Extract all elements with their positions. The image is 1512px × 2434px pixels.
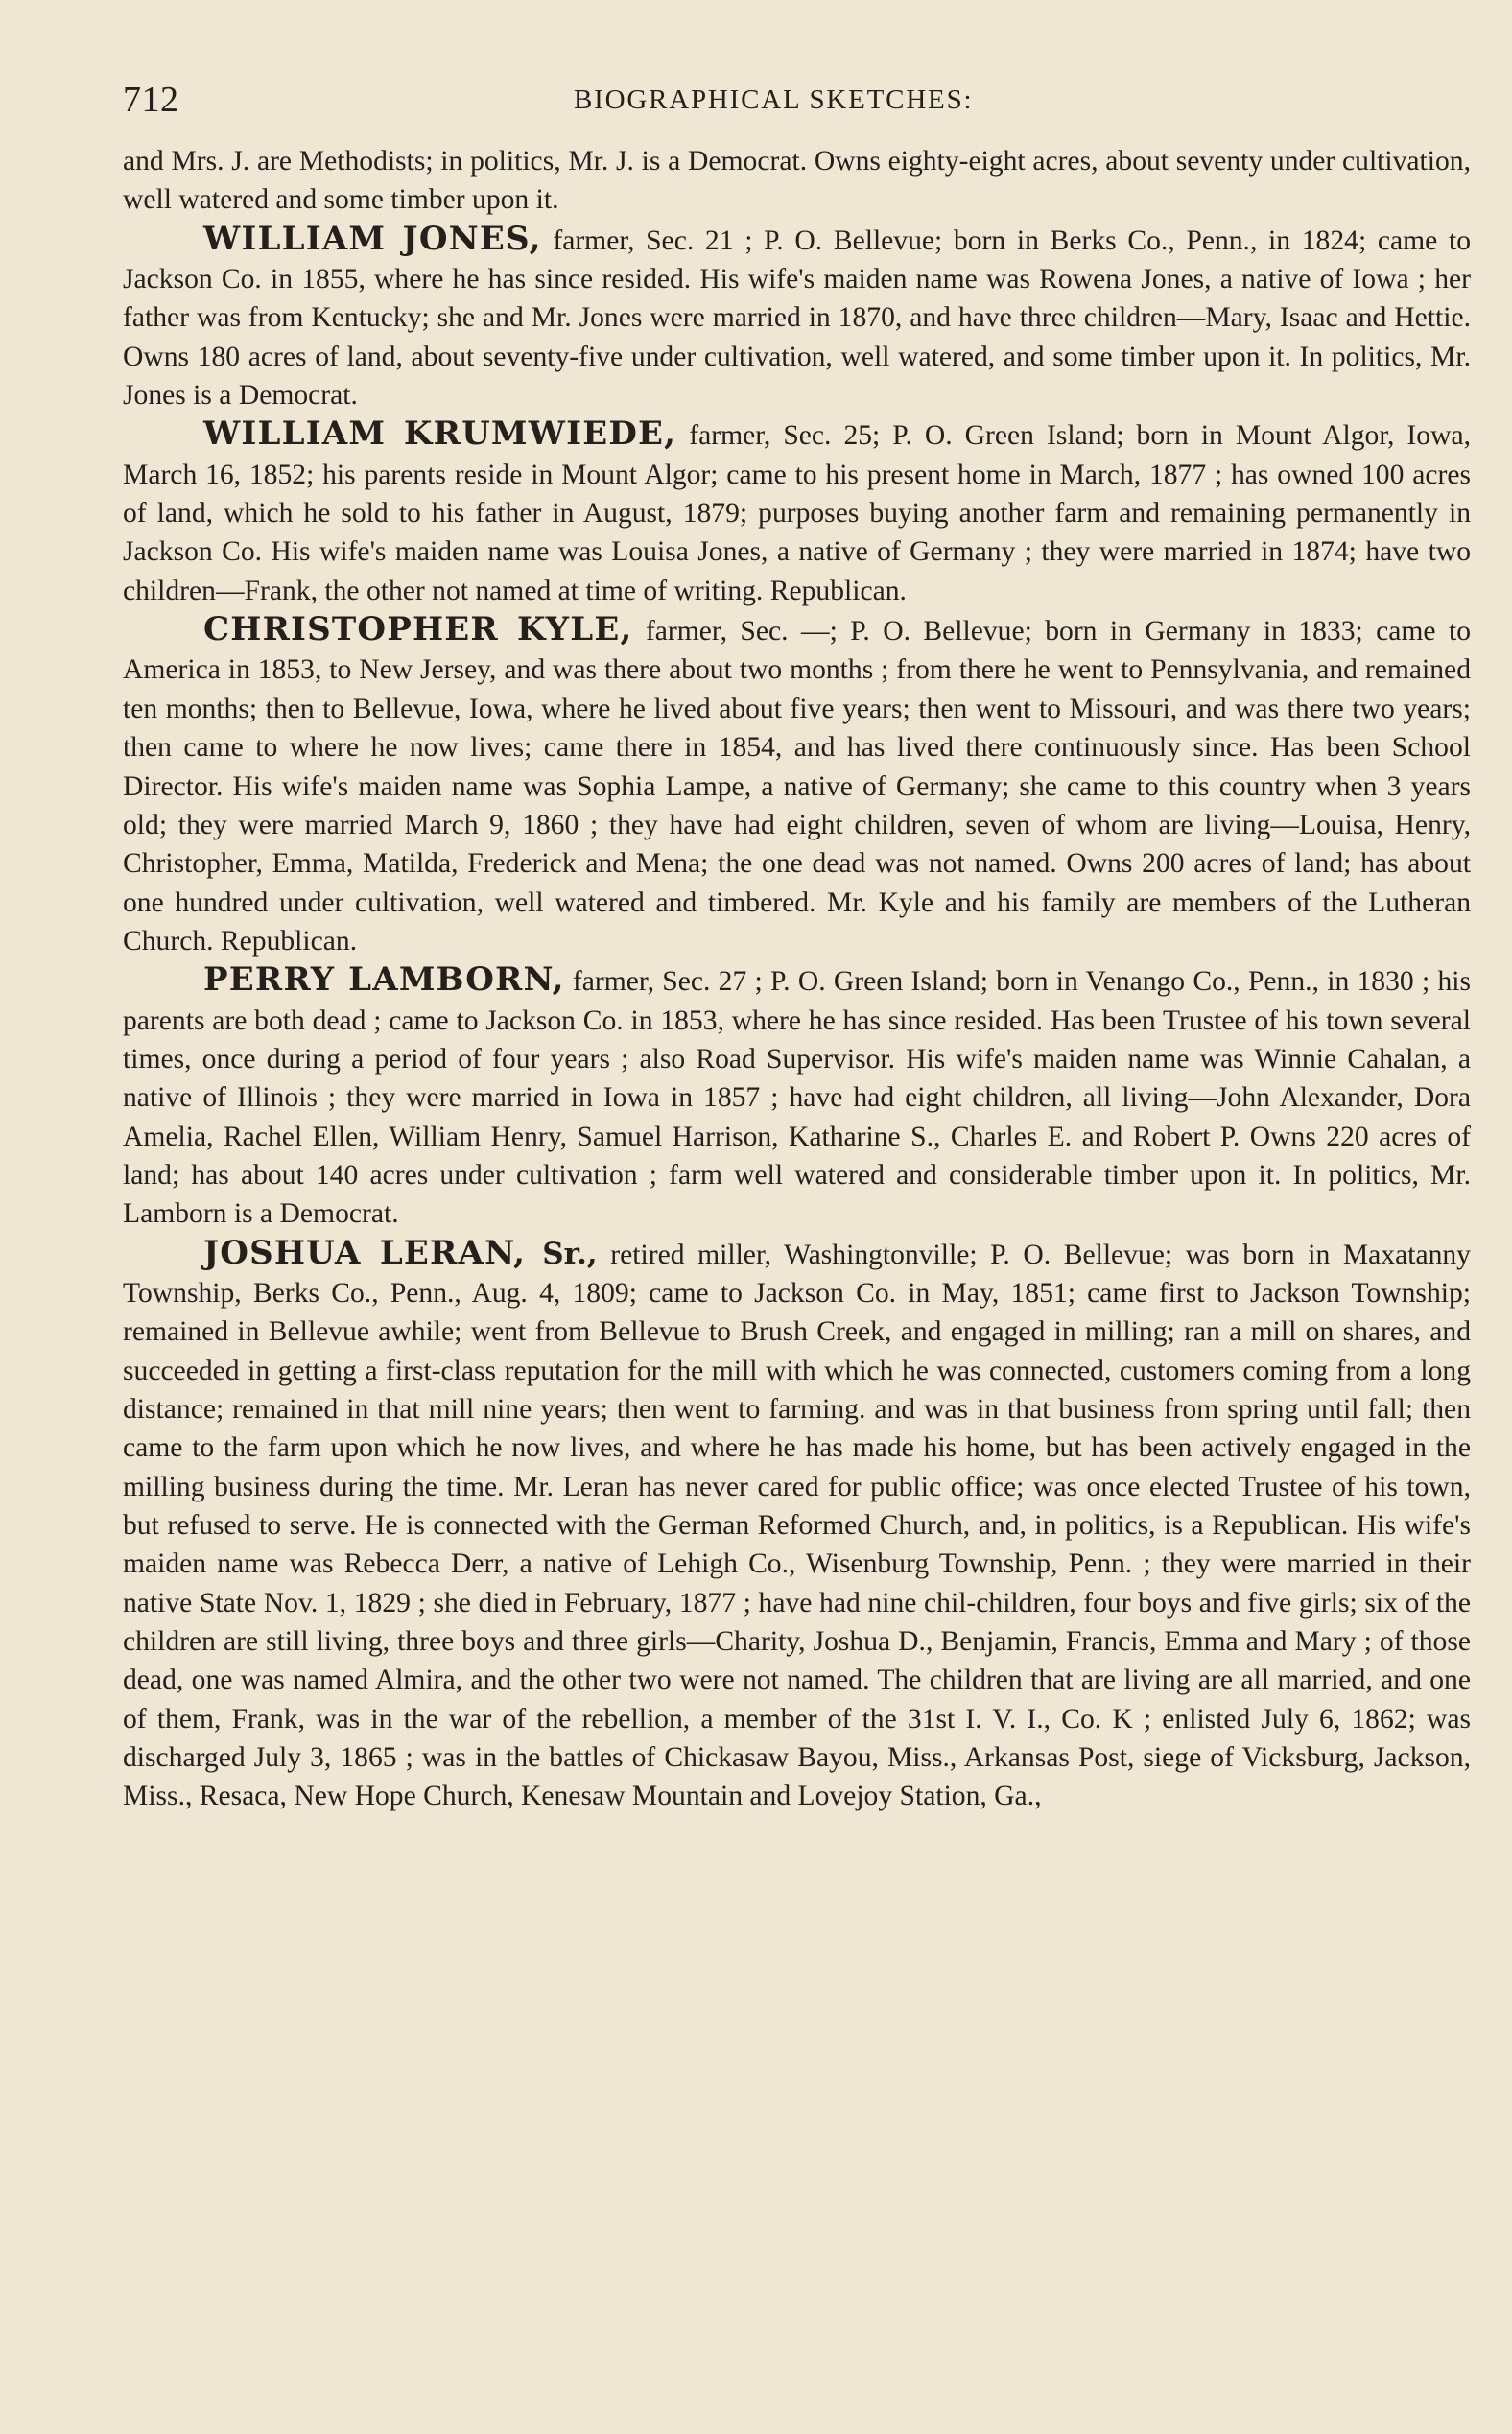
page-header [123,77,1471,130]
biography-entry-william-krumwiede [123,414,1471,610]
entry-text: farmer, Sec. 27 ; P. O. Green Island; born in Venango Co., Penn., in 1830 ; his parents are both dead ; came to Jackson Co. in 1853, where he has since resided. Has been Trustee of his town several times, once during a period of four years ; also Road Supervisor. His wife's maiden name was Winnie Cahalan, a native of Illinois ; they were married in Iowa in 1857 ; have had eight children, all living—John Alexander, Dora Amelia, Rachel Ellen, William Henry, Samuel Harrison, Katharine S., Charles E. and Robert P. Owns 220 acres of land; has about 140 acres under cultivation ; farm well watered and considerable timber upon it. In politics, Mr. Lamborn is a Democrat. [123,966,1471,1230]
entry-text: farmer, Sec. 25; P. O. Green Island; born in Mount Algor, Iowa, March 16, 1852; his parents reside in Mount Algor; came to his present home in March, 1877 ; has owned 100 acres of land, which he sold to his father in August, 1879; purposes buying another farm and remaining permanently in Jackson Co. His wife's maiden name was Louisa Jones, a native of Germany ; they were married in 1874; have two children—Frank, the other not named at time of writing. Republican. [123,420,1471,606]
entry-name: CHRISTOPHER KYLE, [203,610,633,650]
biography-entry-perry-lamborn [123,960,1471,1233]
entry-name: WILLIAM JONES, [203,219,542,258]
entry-text: farmer, Sec. —; P. O. Bellevue; born in Germany in 1833; came to America in 1853, to New Jersey, and was there about two months ; from there he went to Pennsylvania, and remained ten months; then to Bellevue, Iowa, where he lived about five years; then went to Missouri, and was there two years; then came to where he now lives; came there in 1854, and has lived there continuously since. Has been School Director. His wife's maiden name was Sophia Lampe, a native of Germany; she came to this country when 3 years old; they were married March 9, 1860 ; they have had eight children, seven of whom are living—Louisa, Henry, Christopher, Emma, Matilda, Frederick and Mena; the one dead was not named. Owns 200 acres of land; has about one hundred under cultivation, well watered and timbered. Mr. Kyle and his family are members of the Lutheran Church. Republican. [123,616,1472,957]
text-body [123,142,1471,1816]
entry-text: retired miller, Washingtonville; P. O. Bellevue; was born in Maxatanny Township, Berks Co., Penn., Aug. 4, 1809; came to Jackson Co. in May, 1851; came first to Jackson Township; remained in Bellevue awhile; went from Bellevue to Brush Creek, and engaged in milling; ran a mill on shares, and succeeded in getting a first-class reputation for the mill with which he was connected, customers coming from a long distance; remained in that mill nine years; then went to farming. and was in that business from spring until fall; then came to the farm upon which he now lives, and where he has made his home, but has been actively engaged in the milling business during the time. Mr. Leran has never cared for public office; was once elected Trustee of his town, but refused to serve. He is connected with the German Reformed Church, and, in politics, is a Republican. His wife's maiden name was Rebecca Derr, a native of Lehigh Co., Wisenburg Township, Penn. ; they were married in their native State Nov. 1, 1829 ; she died in February, 1877 ; have had nine chil-children, four boys and five girls; six of the children are still living, three boys and three girls—Charity, Joshua D., Benjamin, Francis, Emma and Mary ; of those dead, one was named Almira, and the other two were not named. The children that are living are all married, and one of them, Frank, was in the war of the rebellion, a member of the 31st I. V. I., Co. K ; enlisted July 6, 1862; was discharged July 3, 1865 ; was in the battles of Chickasaw Bayou, Miss., Arkansas Post, siege of Vicksburg, Jackson, Miss., Resaca, New Hope Church, Kenesaw Mountain and Lovejoy Station, Ga., [123,1239,1471,1812]
entry-name: PERRY LAMBORN, [203,960,565,1000]
biography-entry-william-jones [123,220,1471,415]
entry-name-suffix: Sr., [526,1236,598,1271]
page-number: 712 [123,80,179,120]
running-head: BIOGRAPHICAL SKETCHES: [574,84,974,115]
biography-entry-joshua-leran [123,1234,1471,1816]
entry-name: JOSHUA LERAN, [203,1233,527,1272]
continued-paragraph [123,142,1471,220]
entry-name: WILLIAM KRUMWIEDE, [203,414,677,454]
biography-entry-christopher-kyle [123,610,1471,960]
entry-text: and Mrs. J. are Methodists; in politics, Mr. J. is a Democrat. Owns eighty-eight acres, about seventy under cultivation, well watered and some timber upon it. [123,146,1471,216]
document-page [123,77,1471,2399]
entry-text: farmer, Sec. 21 ; P. O. Bellevue; born in Berks Co., Penn., in 1824; came to Jackson Co. in 1855, where he has since resided. His wife's maiden name was Rowena Jones, a native of Iowa ; her father was from Kentucky; she and Mr. Jones were married in 1870, and have three children—Mary, Isaac and Hettie. Owns 180 acres of land, about seventy-five under cultivation, well watered, and some timber upon it. In politics, Mr. Jones is a Democrat. [123,224,1471,412]
